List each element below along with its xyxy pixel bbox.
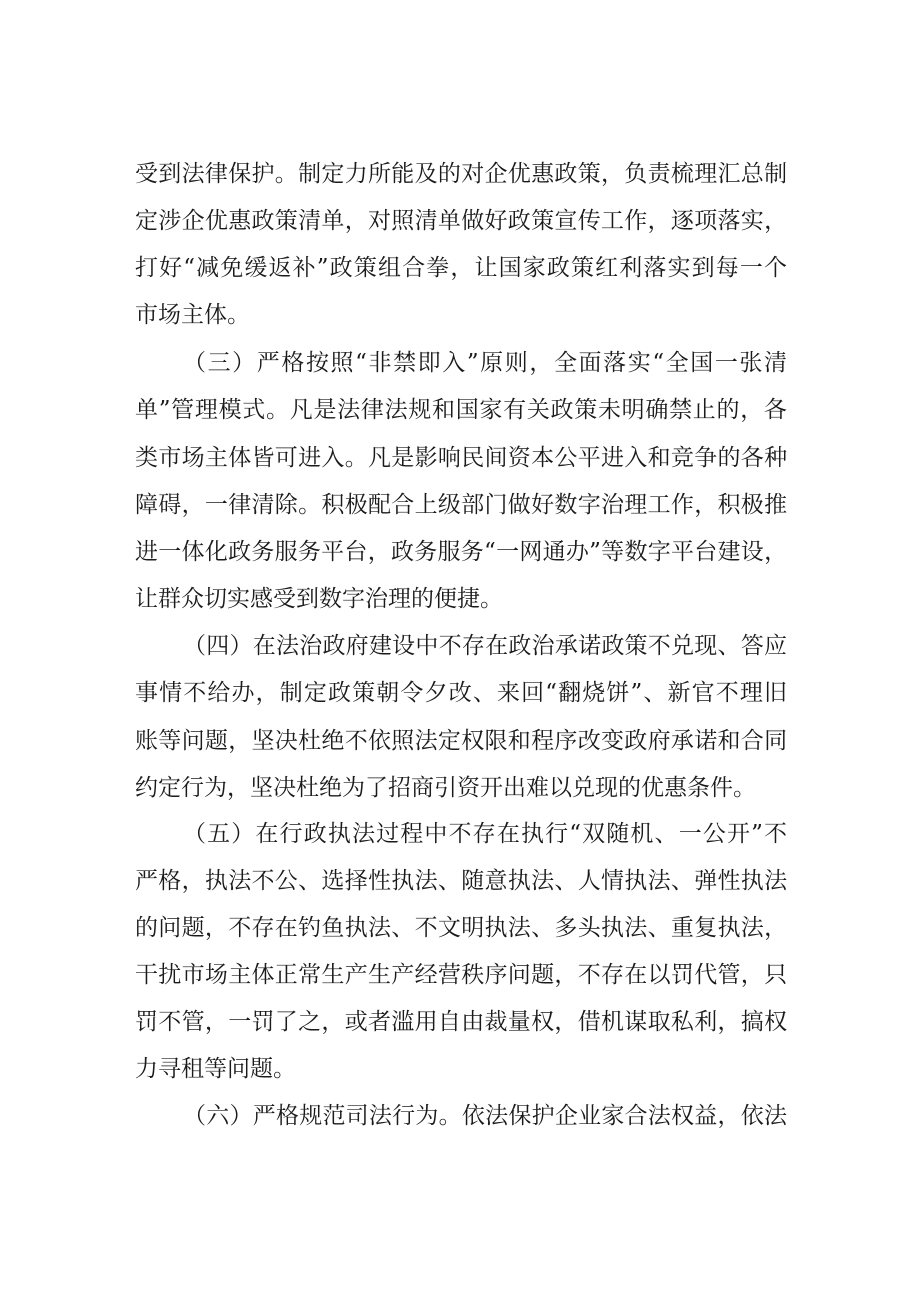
text-line: 进一体化政务服务平台，政务服务“一网通办”等数字平台建设， xyxy=(135,539,788,565)
text-line: 打好“减免缓返补”政策组合拳，让国家政策红利落实到每一个 xyxy=(135,255,789,281)
text-line: 严格，执法不公、选择性执法、随意执法、人情执法、弹性执法 xyxy=(135,868,788,894)
text-line: 定涉企优惠政策清单，对照清单做好政策宣传工作，逐项落实， xyxy=(135,208,788,234)
text-line: 账等问题，坚决杜绝不依照法定权限和程序改变政府承诺和合同 xyxy=(135,728,788,754)
text-line: 受到法律保护。制定力所能及的对企优惠政策，负责梳理汇总制 xyxy=(135,161,788,187)
text-line: 干扰市场主体正常生产生产经营秩序问题，不存在以罚代管，只 xyxy=(135,962,788,988)
text-line: 罚不管，一罚了之，或者滥用自由裁量权，借机谋取私利，搞权 xyxy=(135,1009,788,1035)
text-line: 单”管理模式。凡是法律法规和国家有关政策未明确禁止的，各 xyxy=(135,397,788,423)
text-line: 力寻租等问题。 xyxy=(135,1056,296,1082)
text-line: 的问题，不存在钓鱼执法、不文明执法、多头执法、重复执法， xyxy=(135,915,788,941)
text-line: 障碍，一律清除。积极配合上级部门做好数字治理工作，积极推 xyxy=(135,492,788,518)
text-line: 市场主体。 xyxy=(135,302,250,328)
paragraph-heading-line: （四）在法治政府建设中不存在政治承诺政策不兑现、答应 xyxy=(183,633,788,659)
text-line: 让群众切实感受到数字治理的便捷。 xyxy=(135,586,503,612)
text-line: 约定行为，坚决杜绝为了招商引资开出难以兑现的优惠条件。 xyxy=(135,775,756,801)
text-line: 类市场主体皆可进入。凡是影响民间资本公平进入和竞争的各种 xyxy=(135,445,788,471)
paragraph-heading-line: （六）严格规范司法行为。依法保护企业家合法权益，依法 xyxy=(183,1103,788,1129)
paragraph-heading-line: （三）严格按照“非禁即入”原则，全面落实“全国一张清 xyxy=(183,350,789,376)
paragraph-heading-line: （五）在行政执法过程中不存在执行“双随机、一公开”不 xyxy=(183,821,789,847)
text-line: 事情不给办，制定政策朝令夕改、来回“翻烧饼”、新官不理旧 xyxy=(135,680,789,706)
